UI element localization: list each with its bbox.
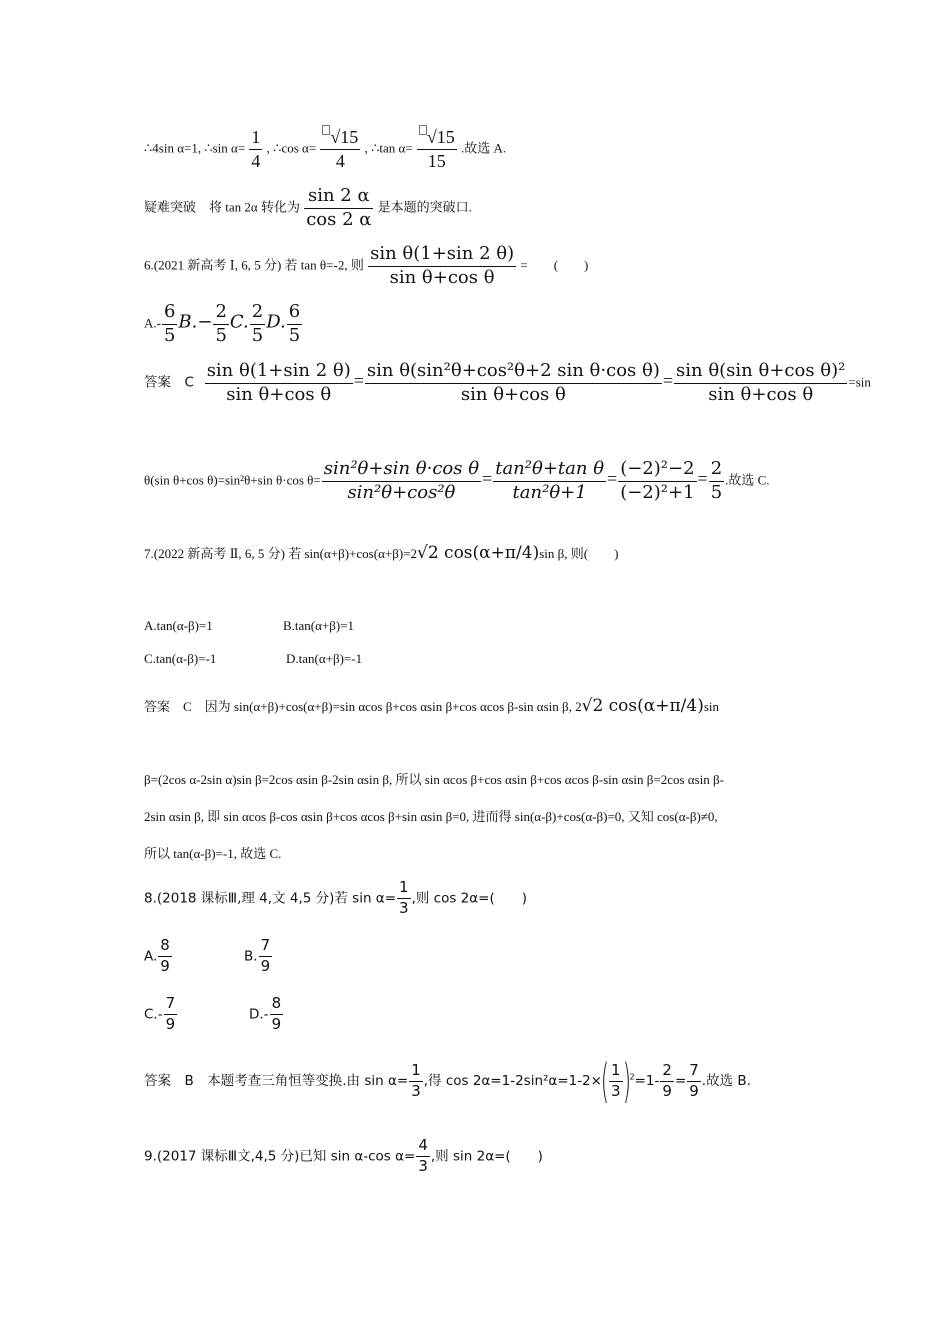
fraction — [416, 1138, 430, 1175]
radical: √15 — [426, 127, 455, 147]
question-6-options — [144, 303, 303, 346]
text: 7.(2022 新高考 Ⅱ, 6, 5 分) 若 sin(α+β)+cos(α+β)=2 — [144, 546, 417, 561]
text: A. — [144, 948, 158, 965]
answer-label: 答案 C — [144, 374, 194, 391]
text: 疑难突破 将 tan 2α 转化为 — [144, 199, 300, 215]
numerator: 6 — [162, 303, 177, 325]
denominator: 5 — [163, 324, 176, 346]
text: ,则 sin 2α=( ) — [430, 1148, 543, 1165]
fraction — [397, 880, 411, 917]
numerator: sin θ(1+sin 2 θ) — [205, 362, 353, 384]
question-8-option-b — [244, 938, 273, 975]
text: 8.(2018 课标Ⅲ,理 4,文 4,5 分)若 sin α= — [144, 890, 397, 907]
denominator: 5 — [288, 324, 301, 346]
solution-line-1 — [144, 128, 506, 171]
fraction — [417, 128, 457, 171]
text: A.- — [144, 315, 161, 331]
fraction — [320, 128, 360, 171]
question-7-answer-line-1 — [144, 698, 719, 715]
fraction — [158, 938, 172, 975]
option-c: C.tan(α-β)=-1 — [144, 651, 217, 666]
text: β=(2cos α-2sin α)sin β=2cos αsin β-2sin αsin β, 所以 sin αcos β+cos αsin β+cos αcos β-sin αsin β=2cos αsin β- — [144, 772, 724, 787]
question-7-answer-line-4 — [144, 847, 281, 860]
numerator: 1 — [409, 1063, 423, 1082]
text: C.- — [144, 1006, 163, 1023]
fraction — [709, 460, 724, 503]
text: =sin — [848, 374, 871, 390]
denominator: 3 — [610, 1081, 621, 1100]
text: =1- — [634, 1073, 660, 1089]
denominator: 5 — [215, 324, 227, 346]
fraction — [660, 1060, 674, 1100]
denominator: 4 — [251, 150, 261, 171]
text: θ(sin θ+cos θ)=sin²θ+sin θ·cos θ= — [144, 472, 321, 488]
option-a: A.tan(α-β)=1 — [144, 618, 213, 633]
denominator: sin²θ+cos²θ — [347, 481, 456, 503]
numerator: sin θ(1+sin 2 θ) — [368, 245, 516, 267]
numerator: sin 2 α — [304, 187, 373, 209]
fraction — [287, 303, 302, 346]
fraction — [162, 303, 177, 346]
denominator: 15 — [427, 150, 446, 171]
fraction — [270, 996, 284, 1033]
left-paren: ( — [600, 1054, 610, 1108]
text: , ∴tan α= — [364, 140, 413, 156]
fraction — [322, 460, 481, 503]
question-8-stem — [144, 880, 527, 917]
numerator: sin θ(sin θ+cos θ)² — [674, 362, 847, 384]
question-7-stem — [144, 545, 618, 562]
fraction — [618, 460, 696, 503]
denominator: 3 — [411, 1081, 421, 1100]
question-7-answer-line-2 — [144, 773, 724, 786]
text: = — [674, 1073, 687, 1089]
text: .故选 C. — [725, 472, 770, 488]
numerator: 1 — [249, 128, 262, 150]
numerator: 1 — [397, 880, 411, 899]
denominator: 9 — [689, 1081, 699, 1100]
text: 答案 C 因为 sin(α+β)+cos(α+β)=sin αcos β+cos αsin β+cos αcos β-sin αsin β, 2 — [144, 699, 582, 714]
numerator: 7 — [164, 996, 178, 1015]
numerator: 2 — [213, 303, 228, 325]
question-8-option-a — [144, 938, 173, 975]
denominator: 3 — [399, 898, 409, 917]
denominator: sin θ+cos θ — [708, 383, 814, 405]
fraction — [687, 1060, 701, 1100]
denominator: cos 2 α — [306, 208, 372, 230]
tip-line — [144, 187, 472, 230]
question-7-option-c — [144, 652, 216, 665]
denominator: 3 — [418, 1156, 428, 1175]
denominator: 9 — [260, 956, 271, 975]
text: sin — [703, 699, 720, 714]
right-paren: ) — [622, 1054, 631, 1108]
question-7-option-d — [286, 652, 362, 665]
fraction — [259, 938, 273, 975]
fraction — [304, 187, 373, 230]
text: .故选 B. — [701, 1073, 751, 1089]
denominator: 9 — [662, 1081, 672, 1100]
fraction — [493, 460, 606, 503]
numerator: 8 — [158, 938, 172, 957]
text: C. — [229, 311, 249, 333]
text: , ∴cos α= — [266, 140, 317, 156]
fraction — [213, 303, 228, 346]
text: = ( ) — [520, 257, 589, 273]
text: 答案 B 本题考查三角恒等变换.由 sin α= — [144, 1073, 409, 1089]
denominator: 5 — [251, 324, 264, 346]
fraction — [250, 303, 265, 346]
question-8-option-d — [249, 996, 284, 1033]
denominator: 9 — [160, 956, 170, 975]
question-7-option-b — [283, 619, 354, 632]
numerator: 1 — [609, 1063, 623, 1082]
text: ∴4sin α=1, ∴sin α= — [144, 140, 246, 156]
denominator: (−2)²+1 — [620, 481, 695, 503]
text: B. — [244, 948, 258, 965]
text: ,得 cos 2α=1-2sin²α=1-2× — [423, 1073, 602, 1089]
numerator — [320, 128, 360, 150]
question-7-option-a — [144, 619, 213, 632]
math-expression: √2 cos(α+π/4) — [417, 543, 540, 563]
fraction — [674, 362, 847, 405]
text: D.- — [249, 1006, 269, 1023]
denominator: 5 — [710, 481, 723, 503]
denominator: 9 — [271, 1014, 282, 1033]
math-expression: √2 cos(α+π/4) — [581, 696, 704, 716]
numerator: 4 — [416, 1138, 430, 1157]
numerator — [417, 128, 457, 150]
denominator: 9 — [165, 1014, 176, 1033]
question-6-answer-line-2: θ(sin θ+cos θ)=sin²θ+sin θ·cos θ= $\frac{\text{sin²θ+sin θ·cos θ}}{\text{sin²θ+cos²θ}}$ = $\frac{\text{tan²θ+tan θ}}{\text{tan²θ+1}}$ = $\frac{\text{(−2)²−2}}{\text{(−2)²+1}}$ = $\frac{2}{5}$ .故选 C. — [144, 458, 770, 503]
denominator: sin θ+cos θ — [389, 266, 495, 288]
numerator: sin θ(sin²θ+cos²θ+2 sin θ·cos θ) — [365, 362, 662, 384]
fraction — [368, 245, 516, 288]
numerator: tan²θ+tan θ — [493, 460, 606, 482]
numerator: 2 — [709, 460, 724, 482]
numerator: 6 — [287, 303, 302, 325]
fraction — [409, 1060, 423, 1100]
fraction — [365, 362, 662, 405]
text: D. — [266, 311, 286, 333]
denominator: tan²θ+1 — [512, 481, 587, 503]
question-7-answer-line-3 — [144, 810, 718, 823]
fraction — [249, 128, 262, 171]
question-9-stem — [144, 1138, 543, 1175]
option-d: D.tan(α+β)=-1 — [286, 651, 363, 666]
text: sin β, 则( ) — [539, 546, 619, 561]
numerator: sin²θ+sin θ·cos θ — [322, 460, 481, 482]
fraction — [609, 1060, 623, 1100]
numerator: 7 — [259, 938, 273, 957]
numerator: 7 — [687, 1063, 701, 1082]
text: ,则 cos 2α=( ) — [411, 890, 528, 907]
question-6-answer-line-1: 答案 C $\frac{\text{sin θ(1+sin 2 θ)}}{\text{sin θ+cos θ}}$ = $\frac{\text{sin θ(sin²θ+cos²θ+2 sin θ·cos θ)}}{\text{sin θ+cos θ}}$ = $\frac{\text{sin θ(sin θ+cos θ)²}}{\text{sin θ+cos θ}}$ =sin — [144, 360, 871, 405]
text: B.− — [178, 311, 213, 333]
option-b: B.tan(α+β)=1 — [283, 618, 355, 633]
radical: √15 — [330, 127, 359, 147]
question-8-answer: 答案 B 本题考查三角恒等变换.由 sin α= $\frac{1}{3}$ ,得 cos 2α=1-2sin²α=1-2×( $\frac{1}{3}$ )$^2$=1- $\frac{2}{9}$ = $\frac{7}{9}$ .故选 B. — [144, 1054, 751, 1108]
text: .故选 A. — [461, 140, 507, 156]
text: 9.(2017 课标Ⅲ文,4,5 分)已知 sin α-cos α= — [144, 1148, 416, 1165]
question-6-stem — [144, 245, 588, 288]
placeholder-box-icon — [419, 125, 427, 135]
question-8-option-c — [144, 996, 178, 1033]
denominator: sin θ+cos θ — [460, 383, 566, 405]
numerator: 2 — [660, 1063, 674, 1082]
text: 6.(2021 新高考 Ⅰ, 6, 5 分) 若 tan θ=-2, 则 — [144, 257, 364, 273]
denominator: 4 — [335, 150, 345, 171]
denominator: sin θ+cos θ — [226, 383, 332, 405]
fraction — [164, 996, 178, 1033]
text: 是本题的突破口. — [377, 199, 472, 215]
text: 所以 tan(α-β)=-1, 故选 C. — [144, 846, 282, 861]
numerator: (−2)²−2 — [618, 460, 696, 482]
text: 2sin αsin β, 即 sin αcos β-cos αsin β+cos αcos β+sin αsin β=0, 进而得 sin(α-β)+cos(α-β)=0, 又知 cos(α-β)≠0, — [144, 809, 718, 824]
fraction — [205, 362, 353, 405]
numerator: 8 — [270, 996, 284, 1015]
numerator: 2 — [250, 303, 265, 325]
